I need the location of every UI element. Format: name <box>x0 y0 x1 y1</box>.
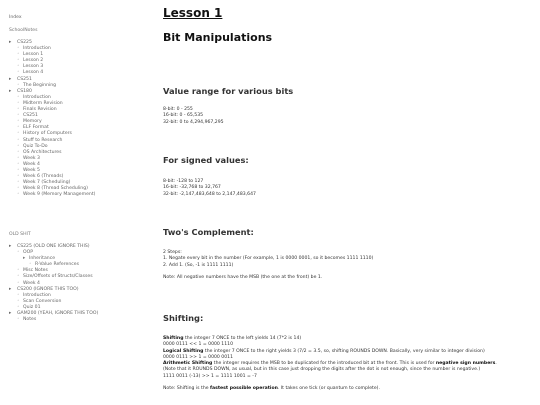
text-line: 2. Add 1. (So, -1 is 1111 1111) <box>163 262 234 268</box>
sidebar-nav-item[interactable]: ◦ Lesson 1 <box>9 52 149 58</box>
section-heading-twos: Two's Complement: <box>163 227 254 237</box>
sidebar-nav-item[interactable]: ▸ CS225 <box>9 40 149 46</box>
sidebar-index-title[interactable]: Index <box>9 15 22 20</box>
sidebar-nav-item[interactable]: ◦ Stuff to Research <box>9 138 149 144</box>
text-line: 0000 0111 >> 1 = 0000 0011 <box>163 354 233 360</box>
text-line: 32-bit: 0 to 4,294,967,295 <box>163 119 224 125</box>
sidebar-nav-item[interactable]: ◦ Week 3 <box>9 156 149 162</box>
sidebar-nav-item[interactable]: ◦ Lesson 3 <box>9 64 149 70</box>
sidebar-nav-item[interactable]: ◦ ELF Format <box>9 125 149 131</box>
section-heading-shifting: Shifting: <box>163 313 204 323</box>
section-heading-signed: For signed values: <box>163 155 249 165</box>
sidebar-nav-item[interactable]: ◦ Notes <box>9 317 149 323</box>
sidebar-nav-item[interactable]: ◦ Quiz To-Do <box>9 144 149 150</box>
sidebar-nav-item[interactable]: ◦ CS251 <box>9 113 149 119</box>
sidebar <box>0 0 150 405</box>
text-line: 8-bit: 0 - 255 <box>163 107 193 112</box>
sidebar-nav-item[interactable]: ◦ Misc Notes <box>9 268 149 274</box>
bold-term: Logical Shifting <box>163 348 204 354</box>
sidebar-nav-item[interactable]: ◦ Lesson 2 <box>9 58 149 64</box>
sidebar-nav-item[interactable]: ◦ R-Value References <box>9 262 149 268</box>
sidebar-nav-item[interactable]: ◦ Size/Offsets of Structs/Classes <box>9 274 149 280</box>
sidebar-nav-current <box>9 40 149 198</box>
page-title: Bit Manipulations <box>163 31 273 44</box>
text-line: Arithmetic Shifting the integer requires the MSB to be duplicated for the introduced bit at the front. This is used for negative sign numbers. <box>163 361 497 367</box>
bold-term: Shifting <box>163 336 184 341</box>
bold-term: negative sign numbers <box>435 361 496 367</box>
text-line: 8-bit: -128 to 127 <box>163 179 204 184</box>
section-heading-range: Value range for various bits <box>163 86 294 96</box>
sidebar-nav-item[interactable]: ◦ Memory <box>9 119 149 125</box>
sidebar-nav-item[interactable]: ◦ Introduction <box>9 293 149 299</box>
sidebar-nav-item[interactable]: ◦ Week 4 <box>9 162 149 168</box>
sidebar-nav-item[interactable]: ▸ CS180 <box>9 89 149 95</box>
sidebar-nav-item[interactable]: ◦ OOP <box>9 250 149 256</box>
sidebar-nav-item[interactable]: ◦ Midterm Revision <box>9 101 149 107</box>
text-line: Note: Shifting is the fastest possible operation. It takes one tick (or quantum to complete). <box>163 386 380 392</box>
text-line: Shifting the integer 7 ONCE to the left yields 14 (7*2 is 14) <box>163 336 302 341</box>
sidebar-old-heading: OLD SHIT <box>9 232 31 237</box>
bold-term: Arithmetic Shifting <box>163 361 213 367</box>
sidebar-nav-item[interactable]: ▸ Inheritance <box>9 256 149 262</box>
sidebar-nav-item[interactable]: ◦ Scan Conversion <box>9 299 149 305</box>
sidebar-nav-item[interactable]: ▸ GAM200 (YEAH, IGNORE THIS TOO) <box>9 311 149 317</box>
sidebar-nav-item[interactable]: ◦ Introduction <box>9 95 149 101</box>
sidebar-nav-item[interactable]: ◦ Introduction <box>9 46 149 52</box>
sidebar-nav-item[interactable]: ◦ The Beginning <box>9 83 149 89</box>
sidebar-nav-item[interactable]: ◦ Lesson 4 <box>9 70 149 76</box>
twos-lines <box>163 250 533 281</box>
sidebar-nav-item[interactable]: ◦ Finals Revision <box>9 107 149 113</box>
sidebar-nav-item[interactable]: ◦ Week 9 (Memory Management) <box>9 192 149 198</box>
bold-term: fastest possible operation <box>210 386 278 392</box>
text-line: 0000 0111 << 1 = 0000 1110 <box>163 342 233 348</box>
sidebar-subtitle[interactable]: SchoolNotes <box>9 28 38 33</box>
sidebar-nav-item[interactable]: ◦ Week 7 (Scheduling) <box>9 180 149 186</box>
lesson-heading: Lesson 1 <box>163 6 223 20</box>
sidebar-nav-item[interactable]: ◦ Week 8 (Thread Scheduling) <box>9 186 149 192</box>
sidebar-nav-item[interactable]: ◦ Week 6 (Threads) <box>9 174 149 180</box>
sidebar-nav-item[interactable]: ◦ Week 4 <box>9 281 149 287</box>
sidebar-nav-item[interactable]: ◦ History of Computers <box>9 131 149 137</box>
sidebar-nav-item[interactable]: ◦ OS Architectures <box>9 150 149 156</box>
sidebar-nav-item[interactable]: ▸ CS200 (IGNORE THIS TOO) <box>9 287 149 293</box>
text-line: Logical Shifting the integer 7 ONCE to the right yields 3 (7/2 = 3.5, so, shifting ROUNDS DOWN. Basically, very similar to integer division) <box>163 348 485 354</box>
text-line: 16-bit: 0 - 65,535 <box>163 113 204 119</box>
text-line: (Note that it ROUNDS DOWN, as usual, but in this case just dropping the digits after the dot is not enough, since the number is negative.) <box>163 367 481 373</box>
sidebar-nav-item[interactable]: ◦ Week 5 <box>9 168 149 174</box>
text-line: 2 Steps: <box>163 250 182 255</box>
sidebar-nav-item[interactable]: ◦ Quiz 01 <box>9 305 149 311</box>
signed-lines <box>163 179 533 198</box>
sidebar-nav-item[interactable]: ▸ CS225 (OLD ONE IGNORE THIS) <box>9 244 149 250</box>
main-content <box>163 0 535 405</box>
text-line: 16-bit: -32,768 to 32,767 <box>163 185 221 191</box>
text-line: 32-bit: -2,147,483,648 to 2,147,483,647 <box>163 191 256 197</box>
range-lines <box>163 107 533 126</box>
sidebar-nav-item[interactable]: ▸ CS251 <box>9 77 149 83</box>
text-line: 1. Negate every bit in the number (For example, 1 is 0000 0001, so it becomes 1111 1110) <box>163 256 374 262</box>
shifting-lines <box>163 336 533 393</box>
sidebar-nav-old <box>9 244 149 323</box>
text-line: Note: All negative numbers have the MSB (the one at the front) be 1. <box>163 275 323 281</box>
text-line: 1111 0011 (-13) >> 1 = 1111 1001 = -7 <box>163 373 257 379</box>
